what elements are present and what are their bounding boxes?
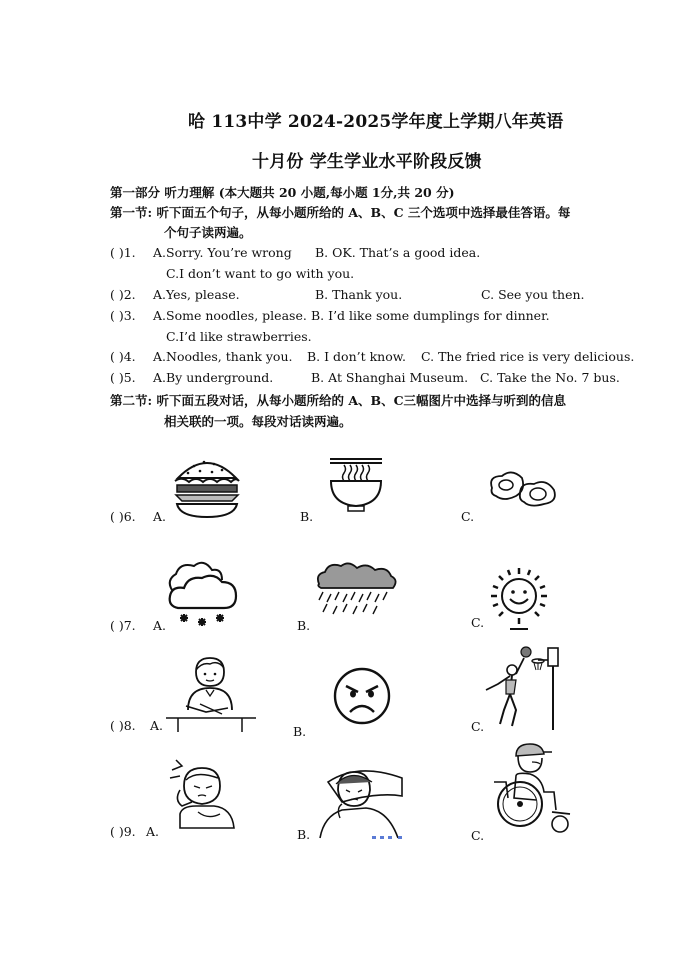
question-7-option-b: B. <box>297 618 311 633</box>
question-7-option-c: C. <box>471 615 485 630</box>
question-3-number: ( )3. <box>110 308 136 323</box>
question-4-option-a: A.Noodles, thank you. <box>153 349 293 364</box>
question-1-option-c: C.I don’t want to go with you. <box>166 266 355 281</box>
sun-icon <box>488 566 550 632</box>
rain-cloud-icon <box>313 562 399 618</box>
noodle-bowl-icon <box>326 454 386 514</box>
question-4-number: ( )4. <box>110 349 136 364</box>
question-6-number: ( )6. <box>110 509 136 524</box>
section-1-instructions-cont: 个句子读两遍。 <box>164 225 252 240</box>
question-5-option-b: B. At Shanghai Museum. <box>311 370 469 385</box>
title-line-1: 哈 113中学 2024-2025学年度上学期八年英语 <box>188 112 564 132</box>
question-3-option-b: B. I’d like some dumplings for dinner. <box>311 308 550 323</box>
question-9-number: ( )9. <box>110 824 136 839</box>
question-7-number: ( )7. <box>110 618 136 633</box>
section-1-instructions: 第一节: 听下面五个句子，从每小题所给的 A、B、C 三个选项中选择最佳答语。每 <box>110 205 571 220</box>
basketball-player-icon <box>482 644 560 732</box>
question-7-option-a: A. <box>153 618 167 633</box>
section-2-instructions: 第二节: 听下面五段对话，从每小题所给的 A、B、C三幅图片中选择与听到的信息 <box>110 393 567 408</box>
question-1-number: ( )1. <box>110 245 136 260</box>
question-3-option-c: C.I’d like strawberries. <box>166 329 312 344</box>
question-6-option-c: C. <box>461 509 475 524</box>
question-4-option-c: C. The fried rice is very delicious. <box>421 349 635 364</box>
question-8-option-b: B. <box>293 724 307 739</box>
question-9-option-c: C. <box>471 828 485 843</box>
question-8-option-c: C. <box>471 719 485 734</box>
question-2-option-c: C. See you then. <box>481 287 585 302</box>
question-2-option-a: A.Yes, please. <box>153 287 240 302</box>
question-8-option-a: A. <box>150 718 164 733</box>
section-2-instructions-cont: 相关联的一项。每段对话读两遍。 <box>164 414 352 429</box>
question-9-option-a: A. <box>146 824 160 839</box>
question-1-option-b: B. OK. That’s a good idea. <box>315 245 481 260</box>
hamburger-icon <box>172 454 242 520</box>
question-1-option-a: A.Sorry. You’re wrong <box>153 245 292 260</box>
question-5-number: ( )5. <box>110 370 136 385</box>
title-line-2: 十月份 学生学业水平阶段反馈 <box>252 152 482 172</box>
fried-eggs-icon <box>486 470 558 508</box>
headache-icon <box>168 756 240 832</box>
question-5-option-c: C. Take the No. 7 bus. <box>480 370 620 385</box>
boy-writing-icon <box>166 654 256 738</box>
question-2-number: ( )2. <box>110 287 136 302</box>
angry-face-icon <box>332 666 392 726</box>
snow-cloud-icon <box>164 560 240 632</box>
question-2-option-b: B. Thank you. <box>315 287 403 302</box>
question-4-option-b: B. I don’t know. <box>307 349 406 364</box>
question-6-option-a: A. <box>153 509 167 524</box>
question-3-option-a: A.Some noodles, please. <box>153 308 307 323</box>
question-9-option-b: B. <box>297 827 311 842</box>
part-1-heading: 第一部分 听力理解 (本大题共 20 小题,每小题 1分,共 20 分) <box>110 185 455 200</box>
question-8-number: ( )8. <box>110 718 136 733</box>
wheelchair-icon <box>486 742 578 836</box>
sick-in-bed-icon <box>318 762 406 840</box>
question-5-option-a: A.By underground. <box>153 370 274 385</box>
question-6-option-b: B. <box>300 509 314 524</box>
